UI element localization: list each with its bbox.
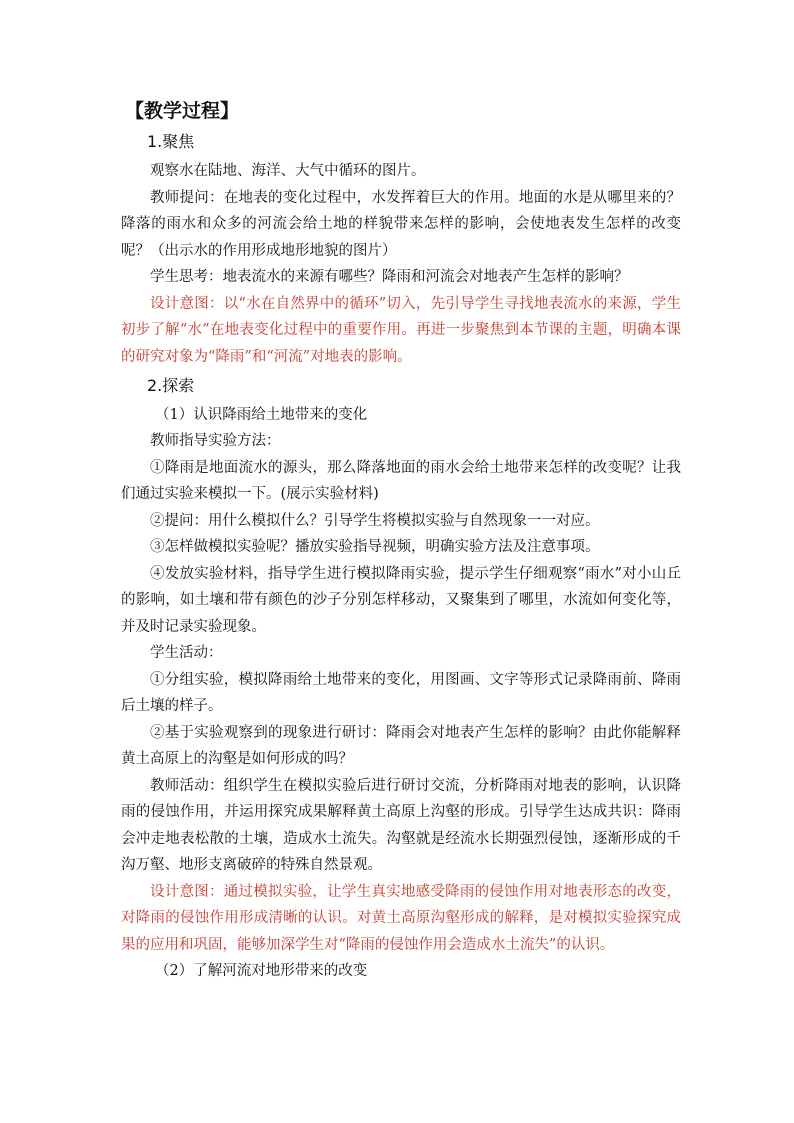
design-intent: 设计意图：以“水在自然界中的循环”切入，先引导学生寻找地表流水的来源，学生初步了解“水”在地表变化过程中的重要作用。再进一步聚焦到本节课的主题，明确本课的研究对象为“降雨”和“河流”对地表的影响。 (121, 295, 681, 365)
paragraph: ①降雨是地面流水的源头，那么降落地面的雨水会给土地带来怎样的改变呢？让我们通过实验来模拟一下。(展示实验材料) (121, 459, 681, 502)
paragraph: 教师提问：在地表的变化过程中，水发挥着巨大的作用。地面的水是从哪里来的？降落的雨水和众多的河流会给土地的样貌带来怎样的影响，会使地表发生怎样的改变呢？（出示水的作用形成地形地貌的图片） (121, 189, 681, 259)
paragraph: ②提问：用什么模拟什么？引导学生将模拟实验与自然现象一一对应。 (150, 512, 600, 529)
paragraph: 学生活动： (150, 645, 223, 661)
design-intent: 设计意图：通过模拟实验，让学生真实地感受降雨的侵蚀作用对地表形态的改变，对降雨的侵蚀作用形成清晰的认识。对黄土高原沟壑形成的解释，是对模拟实验探究成果的应用和巩固，能够加深学生对“降雨的侵蚀作用会造成水土流失”的认识。 (121, 883, 681, 953)
paragraph: ①分组实验，模拟降雨给土地带来的变化，用图画、文字等形式记录降雨前、降雨后土壤的样子。 (121, 671, 681, 714)
paragraph: 学生思考：地表流水的来源有哪些？降雨和河流会对地表产生怎样的影响？ (150, 269, 629, 285)
section-focus-title: 1.聚焦 (147, 132, 195, 151)
subsection-title: （2）了解河流对地形带来的改变 (155, 963, 368, 979)
heading-teaching-process: 【教学过程】 (125, 100, 240, 122)
paragraph: 教师指导实验方法： (150, 433, 281, 449)
paragraph: ②基于实验观察到的现象进行研讨：降雨会对地表产生怎样的影响？由此你能解释黄土高原上的沟壑是如何形成的吗？ (121, 724, 681, 767)
document-content (121, 98, 681, 984)
section-explore-title: 2.探索 (147, 376, 195, 395)
paragraph: ③怎样做模拟实验呢？播放实验指导视频，明确实验方法及注意事项。 (150, 539, 600, 555)
subsection-title: （1）认识降雨给土地带来的变化 (155, 407, 368, 423)
paragraph: ④发放实验材料，指导学生进行模拟降雨实验，提示学生仔细观察“雨水”对小山丘的影响，如土壤和带有颜色的沙子分别怎样移动，又聚集到了哪里，水流如何变化等，并及时记录实验现象。 (121, 565, 681, 635)
paragraph: 观察水在陆地、海洋、大气中循环的图片。 (150, 163, 426, 179)
paragraph: 教师活动：组织学生在模拟实验后进行研讨交流，分析降雨对地表的影响，认识降雨的侵蚀作用，并运用探究成果解释黄土高原上沟壑的形成。引导学生达成共识：降雨会冲走地表松散的土壤，造成水土流失。沟壑就是经流水长期强烈侵蚀，逐渐形成的千沟万壑、地形支离破碎的特殊自然景观。 (121, 777, 681, 873)
